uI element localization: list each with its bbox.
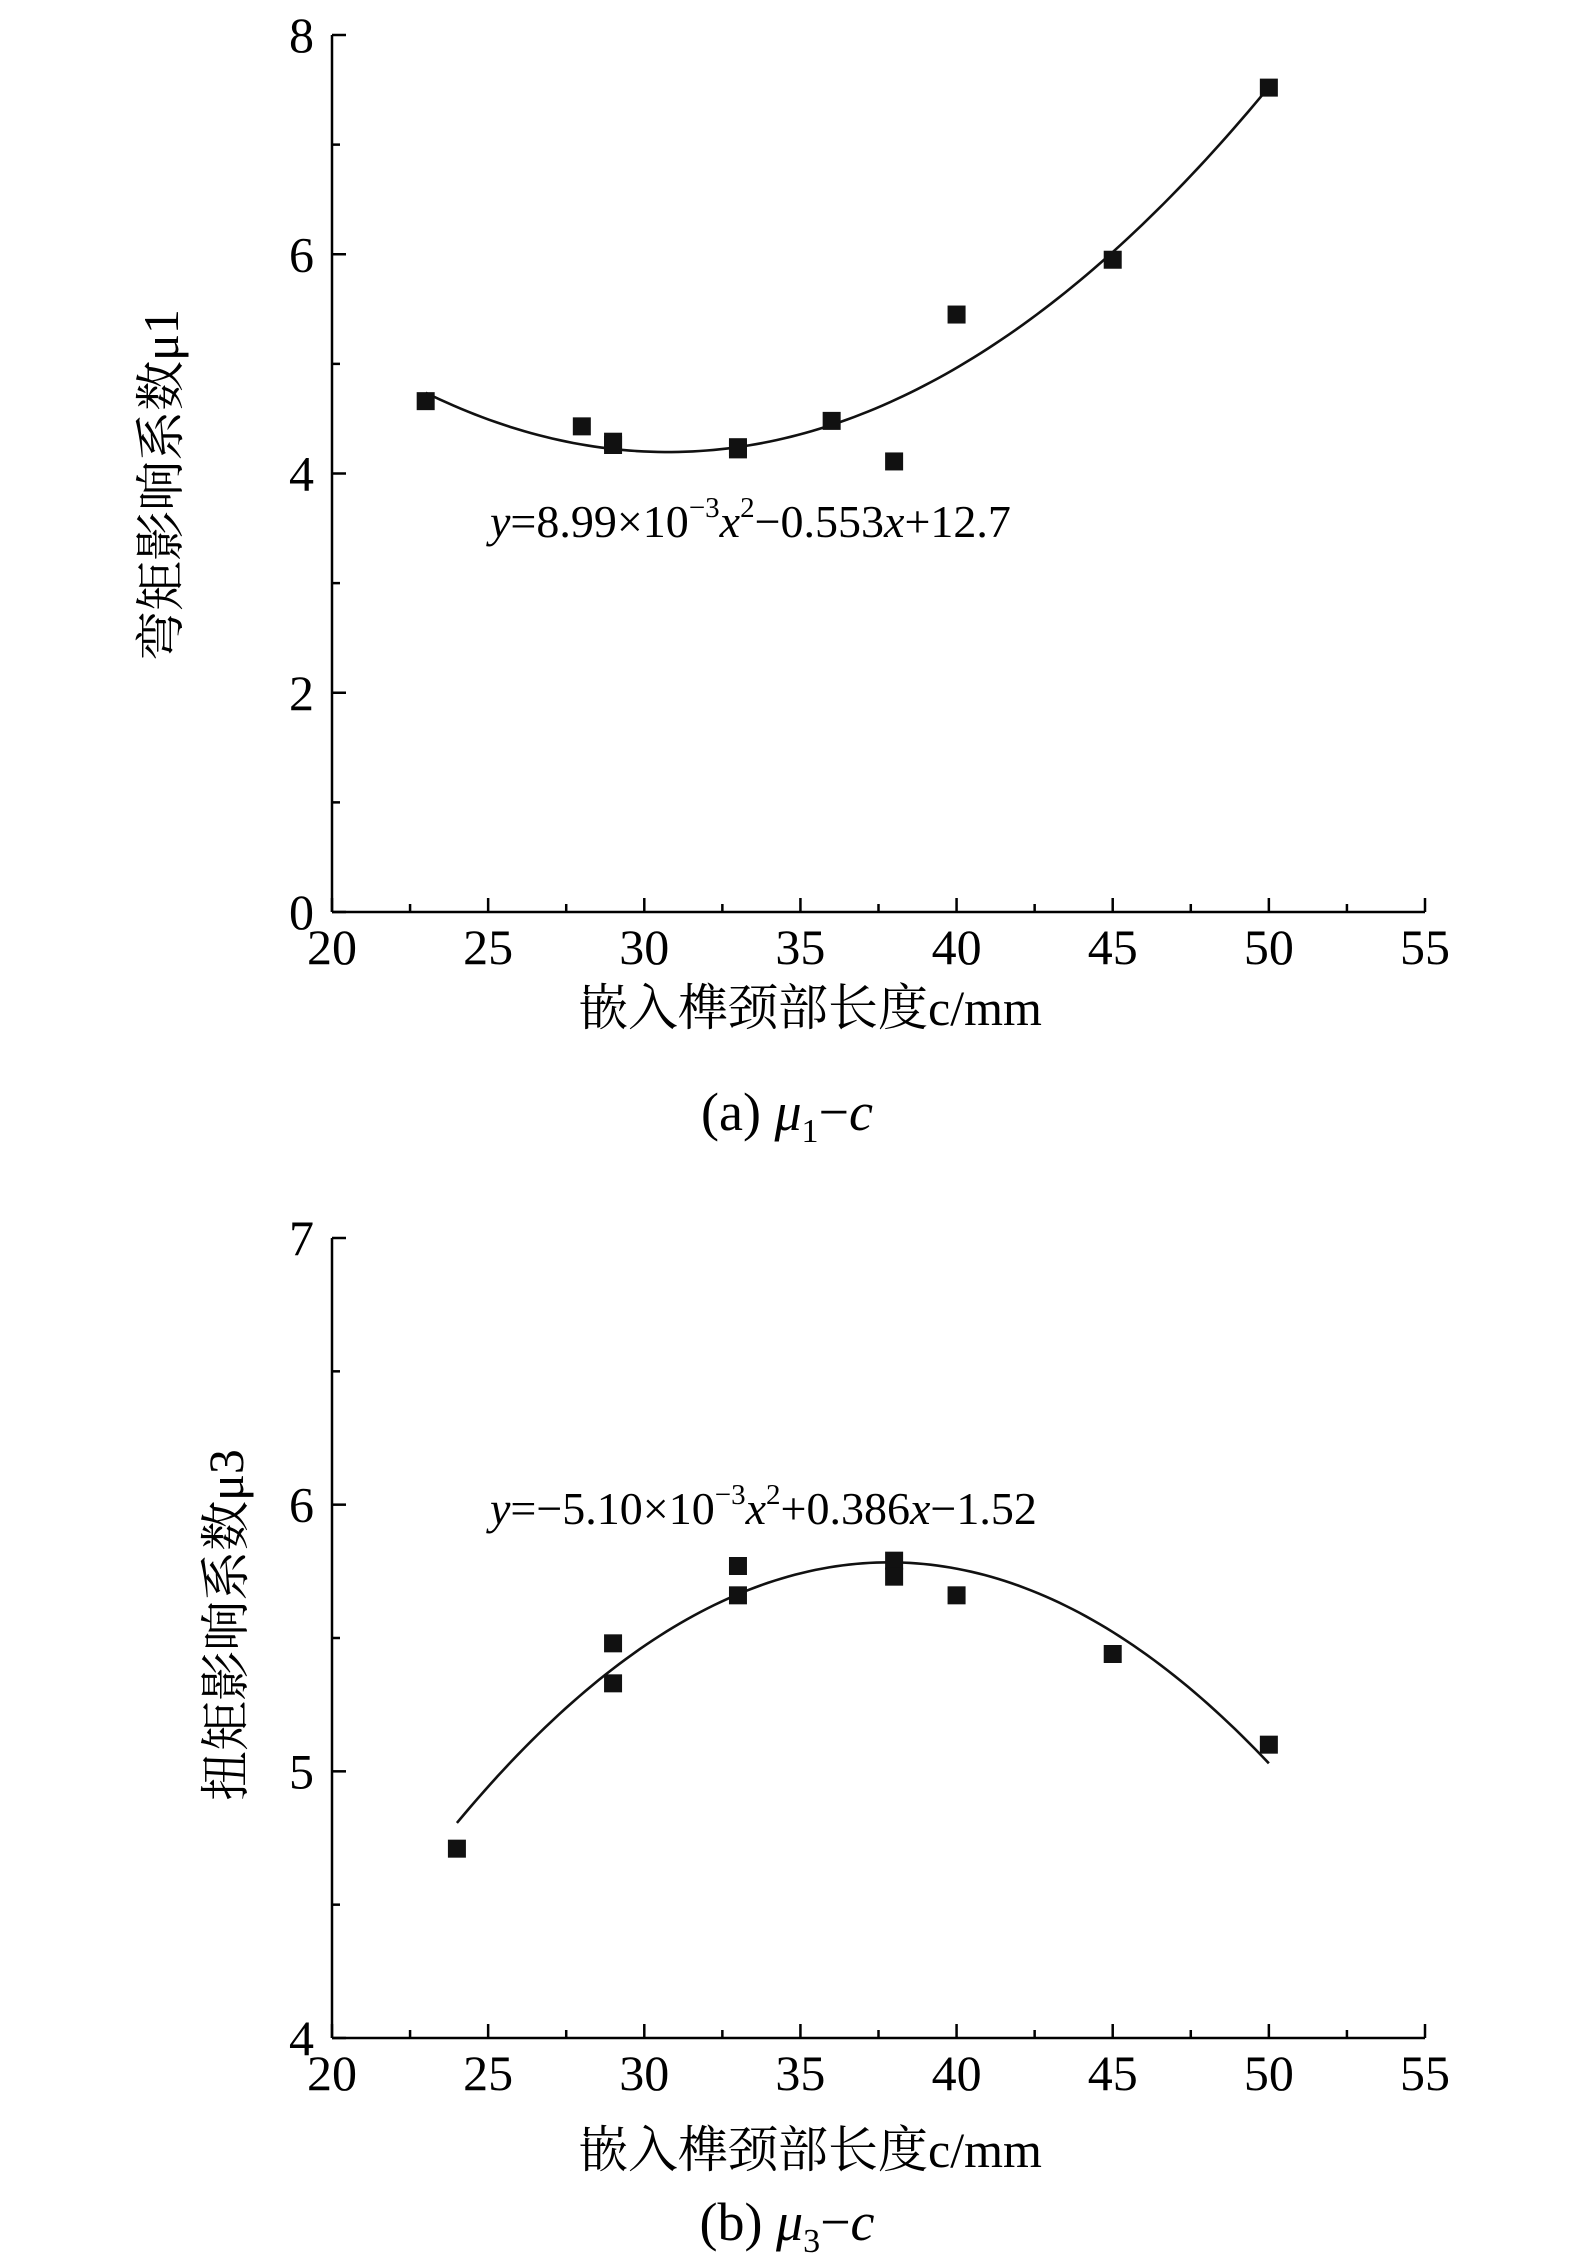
caption-b-sub: 3 [803, 2223, 821, 2260]
y-tick-label: 7 [289, 1210, 314, 1266]
eq-a-lead: y [490, 496, 511, 547]
data-point [823, 412, 841, 430]
chart-b-caption [699, 2192, 874, 2260]
data-point [1104, 251, 1122, 269]
eq-b-exp: −3 [714, 1479, 746, 1511]
data-point [604, 436, 622, 454]
eq-b-x1: x [745, 1483, 767, 1534]
chart-a-fit-equation [486, 492, 1011, 547]
chart-b-fit-curve [457, 1562, 1269, 1823]
caption-b-tail: − [820, 2192, 851, 2252]
data-point [885, 1568, 903, 1586]
eq-a-exp: −3 [688, 492, 720, 524]
caption-a-mu: μ [774, 1082, 802, 1142]
x-tick-label: 50 [1243, 2045, 1294, 2101]
caption-a-sub: 1 [801, 1113, 819, 1150]
chart-a [133, 7, 1450, 1150]
data-point [448, 1840, 466, 1858]
x-tick-label: 55 [1400, 919, 1450, 975]
y-tick-label: 6 [289, 226, 314, 283]
data-point [729, 1586, 747, 1604]
chart-b-axes [332, 1238, 1425, 2038]
caption-b-var: c [850, 2192, 875, 2252]
x-tick-label: 55 [1400, 2045, 1450, 2101]
eq-a-x1: x [719, 496, 741, 547]
eq-a-end: +12.7 [904, 496, 1011, 547]
data-point [417, 392, 435, 410]
data-point [948, 1586, 966, 1604]
x-tick-label: 20 [307, 2045, 357, 2101]
chart-a-points [417, 79, 1278, 471]
data-point [1260, 1736, 1278, 1754]
data-point [885, 452, 903, 470]
chart-b [198, 1210, 1450, 2260]
data-point [573, 417, 591, 435]
x-tick-label: 50 [1243, 919, 1294, 975]
data-point [604, 1674, 622, 1692]
data-point [729, 1557, 747, 1575]
x-tick-label: 40 [931, 919, 982, 975]
chart-b-y-axis-title: 扭矩影响系数μ3 [198, 1449, 254, 1801]
data-point [1104, 1645, 1122, 1663]
data-point [948, 306, 966, 324]
x-tick-label: 25 [463, 919, 514, 975]
x-tick-label: 25 [463, 2045, 514, 2101]
y-tick-label: 5 [289, 1743, 314, 1800]
x-tick-label: 35 [775, 919, 826, 975]
y-tick-label: 2 [289, 664, 314, 721]
caption-a-prefix: (a) [701, 1082, 775, 1142]
chart-a-y-axis-title: 弯矩影响系数μ1 [133, 309, 189, 661]
chart-b-ticks [289, 1210, 1450, 2101]
eq-a-x2: x [884, 496, 905, 547]
caption-a-tail: − [818, 1082, 850, 1142]
y-tick-label: 8 [289, 7, 314, 63]
chart-b-fit-equation [486, 1479, 1037, 1534]
x-tick-label: 35 [775, 2045, 826, 2101]
eq-b-mid: =−5.10×10 [510, 1483, 715, 1534]
chart-a-caption [701, 1082, 873, 1150]
data-point [604, 1634, 622, 1652]
eq-b-end: −1.52 [930, 1483, 1037, 1534]
eq-b-lead: y [490, 1483, 511, 1534]
chart-a-axes [332, 35, 1425, 912]
eq-a-mid: =8.99×10 [510, 496, 689, 547]
y-tick-label: 6 [289, 1476, 314, 1533]
y-tick-label: 4 [289, 2010, 314, 2066]
y-tick-label: 4 [289, 445, 314, 502]
eq-a-exp2: 2 [740, 492, 755, 524]
chart-a-ticks [289, 7, 1450, 975]
x-tick-label: 30 [619, 919, 670, 975]
x-tick-label: 45 [1087, 2045, 1138, 2101]
chart-b-points [448, 1552, 1278, 1858]
chart-b-fit [457, 1562, 1269, 1823]
eq-b-tail: +0.386 [780, 1483, 910, 1534]
eq-b-exp2: 2 [766, 1479, 781, 1511]
eq-a-tail: −0.553 [754, 496, 885, 547]
caption-a-var: c [849, 1082, 873, 1142]
data-point [1260, 79, 1278, 97]
x-tick-label: 45 [1087, 919, 1138, 975]
x-tick-label: 40 [931, 2045, 982, 2101]
chart-a-x-axis-title: 嵌入榫颈部长度c/mm [578, 980, 1042, 1036]
y-tick-label: 0 [289, 884, 314, 940]
chart-a-fit-curve [426, 87, 1269, 452]
x-tick-label: 20 [307, 919, 357, 975]
caption-b-prefix: (b) [699, 2192, 776, 2252]
data-point [885, 1552, 903, 1570]
caption-b-mu: μ [775, 2192, 804, 2252]
chart-a-fit [426, 87, 1269, 452]
eq-b-x2: x [909, 1483, 931, 1534]
data-point [729, 440, 747, 458]
x-tick-label: 30 [619, 2045, 670, 2101]
chart-b-x-axis-title: 嵌入榫颈部长度c/mm [578, 2122, 1042, 2178]
